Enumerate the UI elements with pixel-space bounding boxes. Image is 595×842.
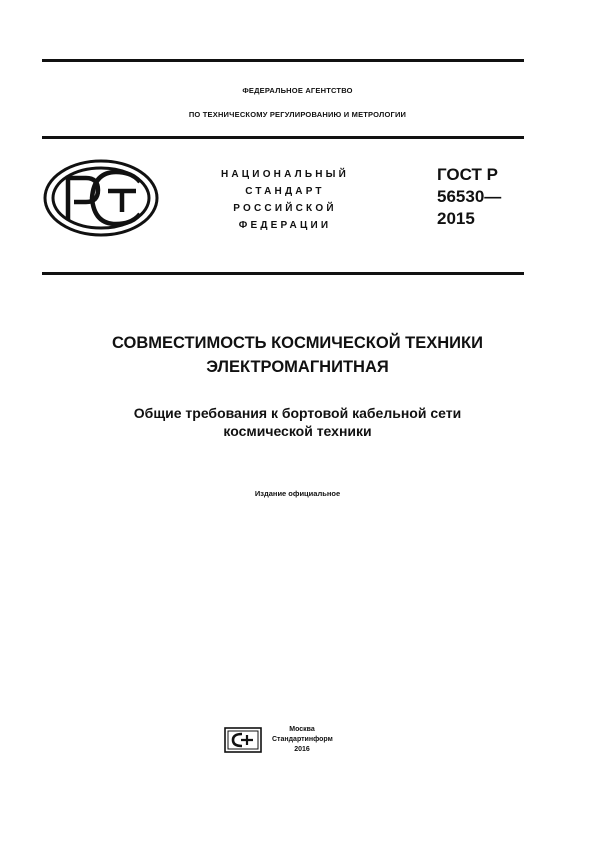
publisher-logo bbox=[224, 727, 262, 753]
subtitle-line-2: космической техники bbox=[223, 423, 372, 439]
standard-type-line-4: ФЕДЕРАЦИИ bbox=[238, 220, 332, 231]
publisher-year: 2016 bbox=[294, 746, 310, 753]
publisher-city: Москва bbox=[289, 726, 315, 733]
top-rule bbox=[42, 59, 524, 62]
standard-type-line-1: НАЦИОНАЛЬНЫЙ bbox=[220, 169, 350, 180]
rst-certification-logo bbox=[42, 158, 160, 238]
header-rule bbox=[42, 136, 524, 139]
standard-type bbox=[200, 166, 370, 234]
publisher-info bbox=[272, 725, 332, 755]
standard-code-line-3: 2015 bbox=[437, 209, 475, 228]
document-subtitle bbox=[0, 404, 595, 440]
standartinform-logo bbox=[224, 727, 262, 753]
standard-code-line-2: 56530— bbox=[437, 187, 502, 206]
agency-line-2: ПО ТЕХНИЧЕСКОМУ РЕГУЛИРОВАНИЮ И МЕТРОЛОГИИ bbox=[188, 110, 407, 119]
standard-code bbox=[437, 164, 501, 230]
subtitle-line-1: Общие требования к бортовой кабельной сети bbox=[133, 405, 462, 421]
standard-code-line-1: ГОСТ Р bbox=[437, 165, 498, 184]
agency-line-1: ФЕДЕРАЛЬНОЕ АГЕНТСТВО bbox=[242, 86, 353, 95]
standard-type-line-2: СТАНДАРТ bbox=[245, 186, 325, 197]
title-rule bbox=[42, 272, 524, 275]
rst-logo bbox=[42, 158, 160, 238]
document-title bbox=[0, 331, 595, 379]
edition-label: Издание официальное bbox=[254, 489, 341, 498]
title-line-1: СОВМЕСТИМОСТЬ КОСМИЧЕСКОЙ ТЕХНИКИ bbox=[112, 334, 483, 352]
title-line-2: ЭЛЕКТРОМАГНИТНАЯ bbox=[206, 358, 389, 376]
standard-type-line-3: РОССИЙСКОЙ bbox=[233, 203, 337, 214]
publisher-name: Стандартинформ bbox=[272, 736, 333, 743]
